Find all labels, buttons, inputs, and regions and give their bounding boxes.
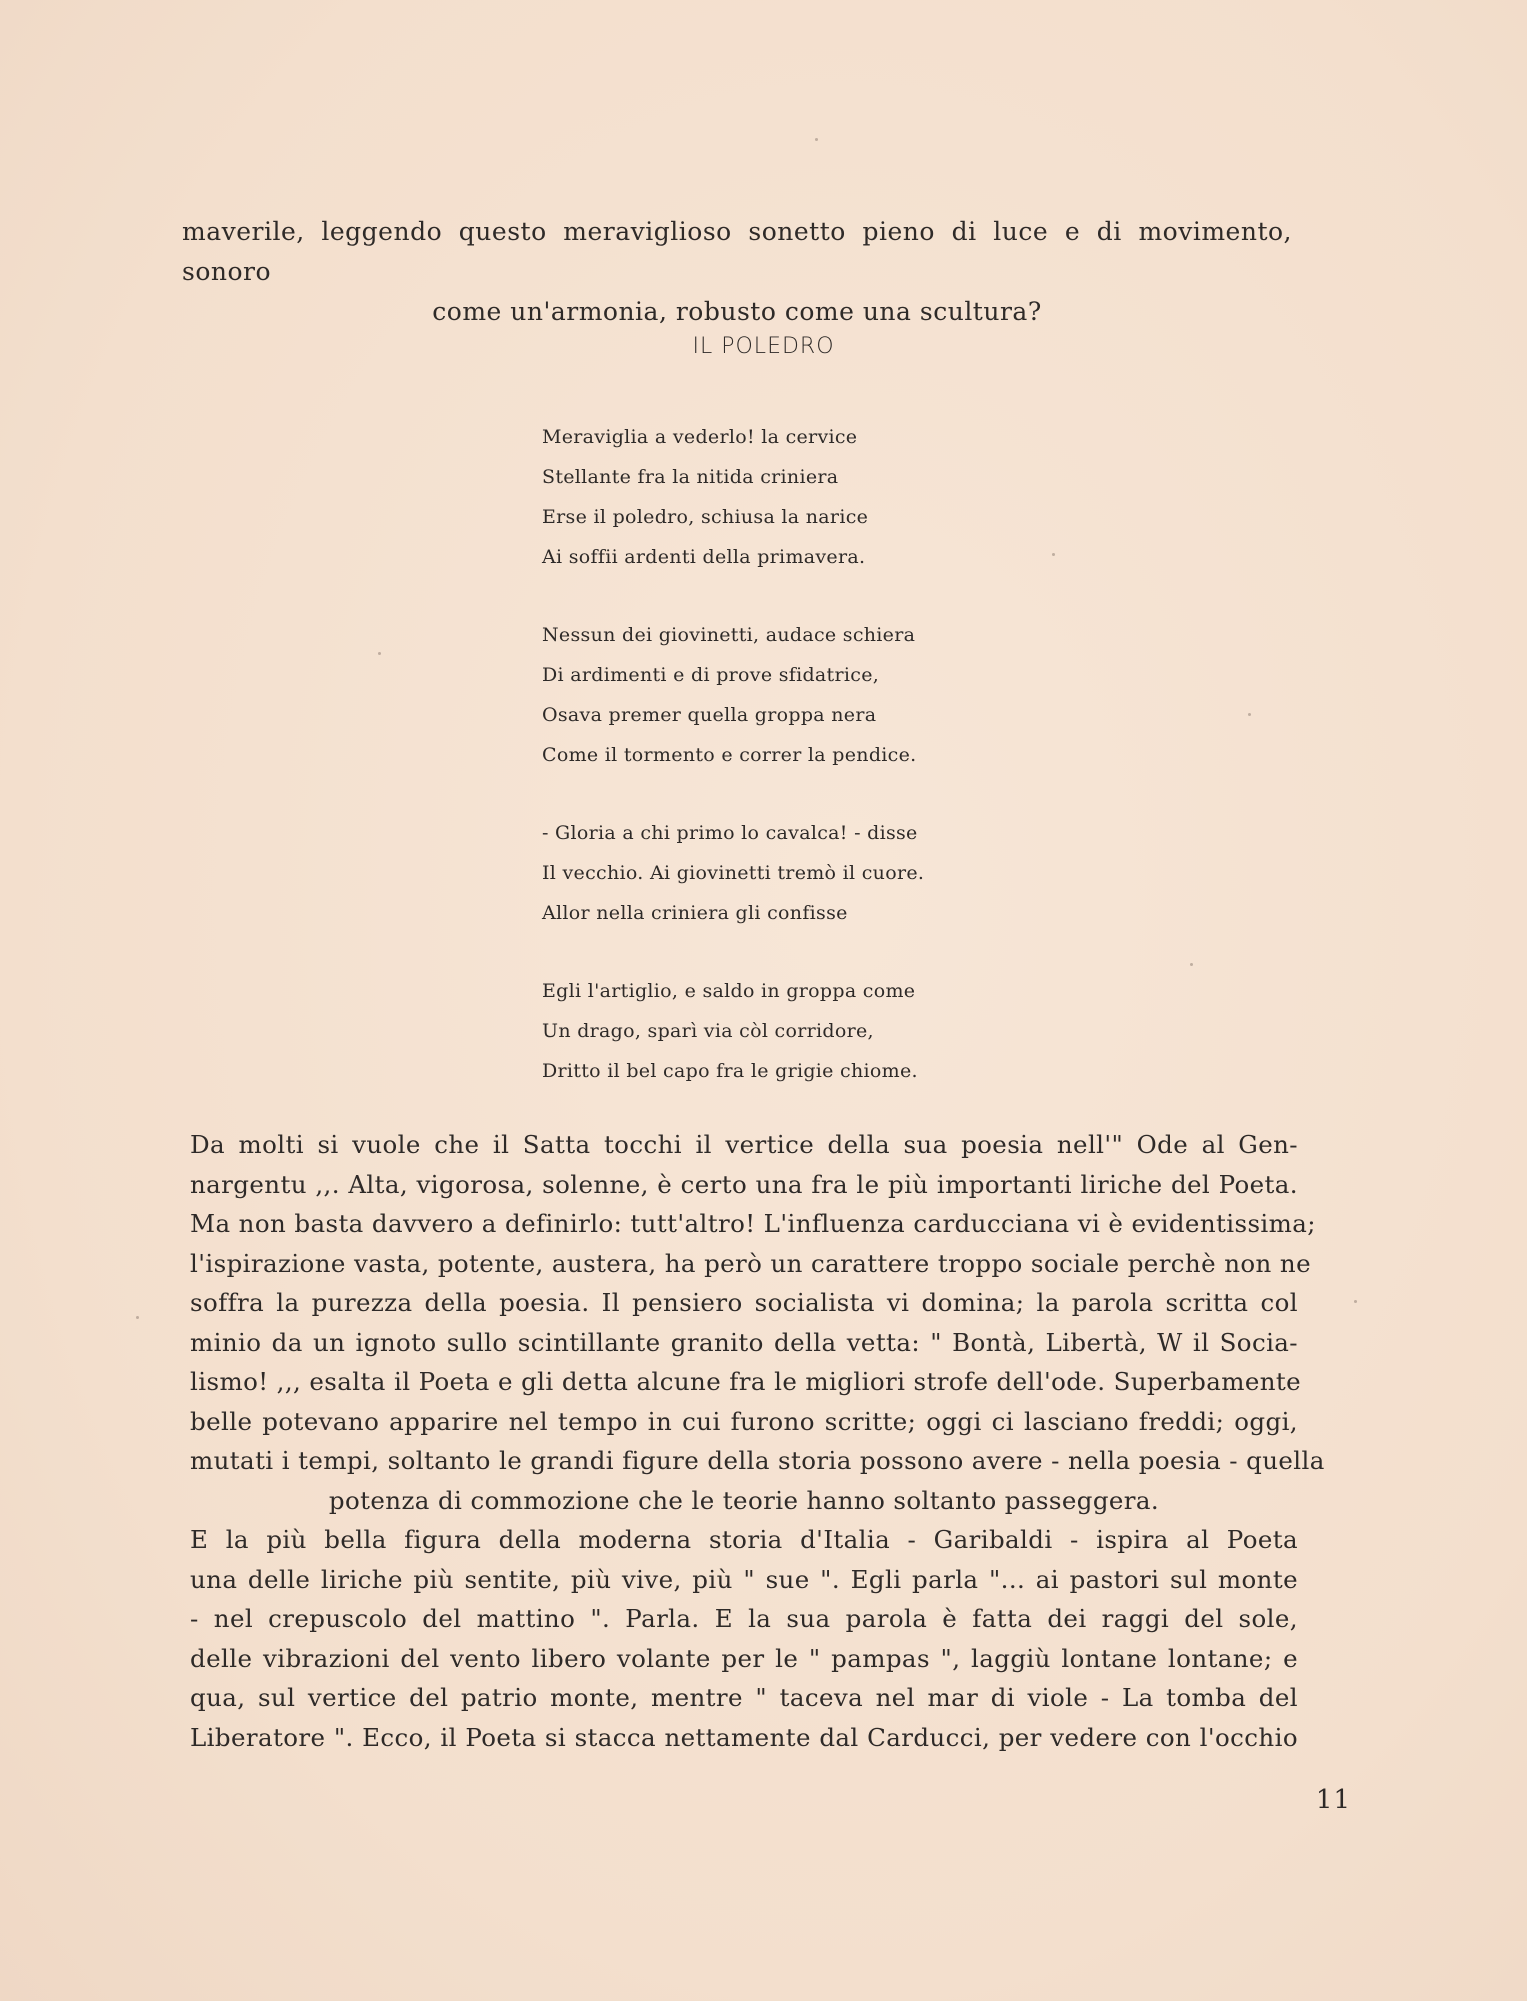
prose-line: delle vibrazioni del vento libero volante per le " pampas ", laggiù lontane lontane; e <box>190 1643 1298 1673</box>
prose-line: - nel crepuscolo del mattino ". Parla. E la sua parola è fatta dei raggi del sole, <box>190 1604 1298 1633</box>
prose-line: Ma non basta davvero a definirlo: tutt'altro! L'influenza carducciana vi è evidentissima; <box>190 1209 1316 1238</box>
poem-verse: Stellante fra la nitida criniera <box>542 466 839 488</box>
poem-stanza <box>542 417 924 577</box>
paper-speck <box>1190 963 1193 966</box>
poem-verse: Nessun dei giovinetti, audace schiera <box>542 624 916 646</box>
poem-title: IL POLEDRO <box>692 334 835 359</box>
prose-line: soffra la purezza della poesia. Il pensiero socialista vi domina; la parola scritta col <box>190 1288 1298 1317</box>
poem-verse: Osava premer quella groppa nera <box>542 704 877 726</box>
prose-line: mutati i tempi, soltanto le grandi figure della storia possono avere - nella poesia - quella <box>190 1446 1325 1475</box>
poem-verse: Ai soffii ardenti della primavera. <box>542 546 866 568</box>
paper-speck <box>136 1316 139 1319</box>
poem-verse: Dritto il bel capo fra le grigie chiome. <box>542 1060 918 1082</box>
poem-verse: Il vecchio. Ai giovinetti tremò il cuore. <box>542 862 925 884</box>
poem-verse: Un drago, sparì via còl corridore, <box>542 1020 874 1042</box>
paper-speck <box>1354 1300 1357 1303</box>
prose-line: potenza di commozione che le teorie hanno soltanto passeggera. <box>328 1485 1160 1515</box>
intro-line: come un'armonia, robusto come una scultura? <box>432 297 1042 326</box>
poem-verse: Come il tormento e correr la pendice. <box>542 744 917 766</box>
poem-verse: Allor nella criniera gli confisse <box>542 902 848 924</box>
poem-body <box>542 417 924 1129</box>
intro-line: maverile, leggendo questo meraviglioso sonetto pieno di luce e di movimento, sonoro <box>182 217 1292 286</box>
poem-verse: - Gloria a chi primo lo cavalca! - disse <box>542 822 918 844</box>
poem-stanza <box>542 615 924 775</box>
prose-line: l'ispirazione vasta, potente, austera, ha però un carattere troppo sociale perchè non ne <box>190 1248 1311 1278</box>
poem-stanza <box>542 971 924 1091</box>
prose-line: minio da un ignoto sullo scintillante granito della vetta: " Bontà, Libertà, W il Socia- <box>190 1327 1298 1357</box>
paper-speck <box>815 138 818 141</box>
paper-speck <box>1052 553 1055 556</box>
prose-line: Da molti si vuole che il Satta tocchi il vertice della sua poesia nell'" Ode al Gen- <box>190 1130 1298 1159</box>
prose-line: nargentu ,,. Alta, vigorosa, solenne, è certo una fra le più importanti liriche del Poeta. <box>190 1169 1298 1199</box>
page-number: 11 <box>1315 1785 1351 1815</box>
poem-verse: Erse il poledro, schiusa la narice <box>542 506 869 528</box>
prose-paragraph <box>190 1125 1325 1757</box>
paper-speck <box>378 652 381 655</box>
prose-line: lismo! ,,, esalta il Poeta e gli detta alcune fra le migliori strofe dell'ode. Superbamente <box>190 1367 1302 1396</box>
poem-verse: Egli l'artiglio, e saldo in groppa come <box>542 980 916 1002</box>
intro-paragraph <box>182 212 1292 332</box>
prose-line: Liberatore ". Ecco, il Poeta si stacca nettamente dal Carducci, per vedere con l'occhio <box>190 1722 1298 1752</box>
poem-verse: Meraviglia a vederlo! la cervice <box>542 426 858 448</box>
prose-line: qua, sul vertice del patrio monte, mentre " taceva nel mar di viole - La tomba del <box>190 1683 1298 1712</box>
paper-speck <box>1248 713 1251 716</box>
poem-verse: Di ardimenti e di prove sfidatrice, <box>542 664 880 686</box>
prose-line: belle potevano apparire nel tempo in cui furono scritte; oggi ci lasciano freddi; oggi, <box>190 1406 1298 1436</box>
prose-line: una delle liriche più sentite, più vive, più " sue ". Egli parla "... ai pastori sul monte <box>190 1564 1298 1594</box>
prose-line: E la più bella figura della moderna storia d'Italia - Garibaldi - ispira al Poeta <box>190 1525 1298 1554</box>
poem-stanza <box>542 813 924 933</box>
